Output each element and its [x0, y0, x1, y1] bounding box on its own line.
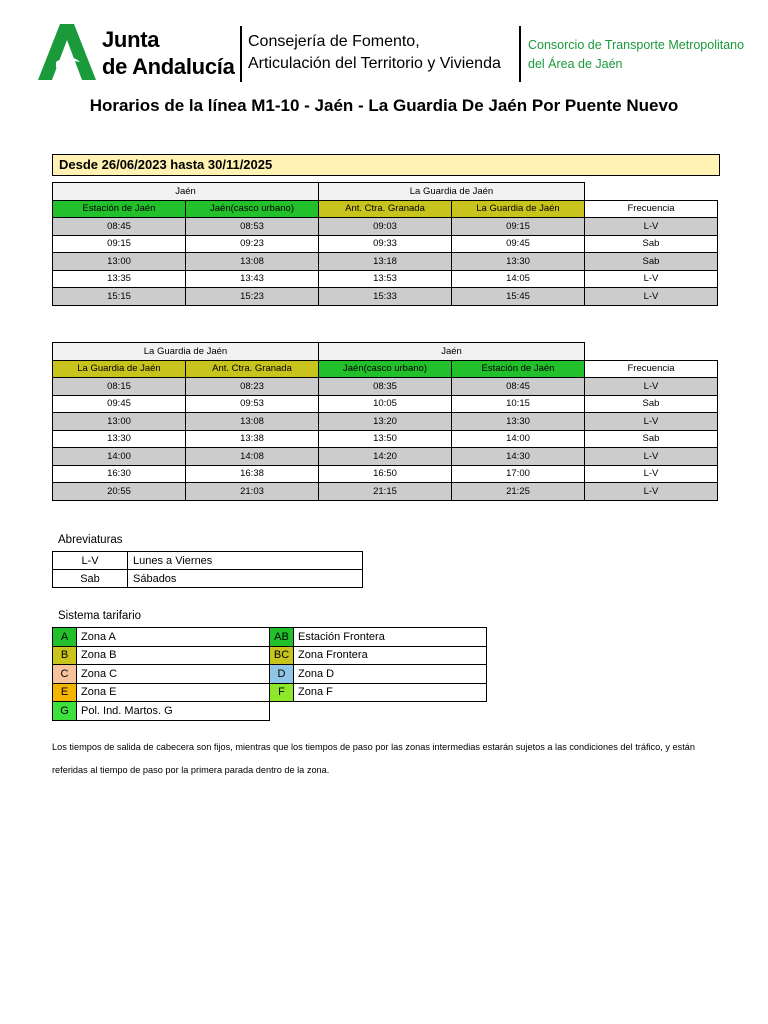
column-header: Ant. Ctra. Granada [186, 360, 319, 378]
time-cell: 15:23 [186, 288, 319, 306]
zone-name: Zona D [294, 665, 487, 684]
table-row [53, 430, 718, 448]
time-cell: 13:18 [319, 253, 452, 271]
time-cell: 14:20 [319, 448, 452, 466]
zone-code: B [53, 646, 77, 665]
table-row [53, 483, 718, 501]
time-cell: 16:30 [53, 465, 186, 483]
consejeria-name [248, 31, 501, 75]
table-row [53, 413, 718, 431]
column-header: Estación de Jaén [452, 360, 585, 378]
blank-cell [270, 702, 487, 721]
time-cell: 13:08 [186, 253, 319, 271]
time-cell: 09:53 [186, 395, 319, 413]
table-row [53, 288, 718, 306]
abbreviation-desc: Lunes a Viernes [128, 552, 363, 570]
table-row [53, 253, 718, 271]
time-cell: 20:55 [53, 483, 186, 501]
logo-text [102, 26, 235, 80]
time-cell: 10:05 [319, 395, 452, 413]
frequency-cell: L-V [585, 378, 718, 396]
zone-code: G [53, 702, 77, 721]
blank-cell [585, 343, 718, 361]
page-header [0, 0, 768, 90]
table-row [53, 218, 718, 236]
time-cell: 16:38 [186, 465, 319, 483]
zone-code: E [53, 683, 77, 702]
zone-name: Estación Frontera [294, 628, 487, 647]
zone-code: D [270, 665, 294, 684]
time-cell: 08:35 [319, 378, 452, 396]
abbreviation-desc: Sábados [128, 570, 363, 588]
time-cell: 13:30 [53, 430, 186, 448]
zone-name: Pol. Ind. Martos. G [77, 702, 270, 721]
zone-name: Zona C [77, 665, 270, 684]
inbound-timetable [52, 342, 718, 501]
fare-zones-table [52, 627, 487, 721]
frequency-cell: L-V [585, 483, 718, 501]
time-cell: 15:15 [53, 288, 186, 306]
abbreviation-code: Sab [53, 570, 128, 588]
column-header: Frecuencia [585, 200, 718, 218]
zone-name: Zona A [77, 628, 270, 647]
page-title: Horarios de la línea M1-10 - Jaén - La Guardia De Jaén Por Puente Nuevo [89, 96, 679, 115]
time-cell: 14:30 [452, 448, 585, 466]
time-cell: 21:25 [452, 483, 585, 501]
list-item [53, 552, 363, 570]
table-row [53, 465, 718, 483]
table-row [53, 235, 718, 253]
time-cell: 13:53 [319, 270, 452, 288]
time-cell: 13:00 [53, 413, 186, 431]
logo-line2: de Andalucía [102, 54, 235, 79]
column-header: La Guardia de Jaén [53, 360, 186, 378]
consorcio-line2: del Área de Jaén [528, 57, 623, 71]
consejeria-line2: Articulación del Territorio y Vivienda [248, 55, 501, 72]
zone-code: A [53, 628, 77, 647]
time-cell: 13:08 [186, 413, 319, 431]
frequency-cell: Sab [585, 235, 718, 253]
frequency-cell: L-V [585, 218, 718, 236]
time-cell: 09:15 [452, 218, 585, 236]
column-header: Frecuencia [585, 360, 718, 378]
table-row [53, 378, 718, 396]
zone-name: Zona Frontera [294, 646, 487, 665]
time-cell: 17:00 [452, 465, 585, 483]
group-header-la-guardia: La Guardia de Jaén [319, 183, 585, 201]
zone-code: F [270, 683, 294, 702]
time-cell: 09:45 [452, 235, 585, 253]
time-cell: 14:08 [186, 448, 319, 466]
footnote: Los tiempos de salida de cabecera son fijos, mientras que los tiempos de paso por las zonas intermedias estarán sujetos a las condiciones del tráfico, y están referidas al tiempo de paso por la primera parada dentro de la zona. [52, 742, 695, 775]
column-header: Jaén(casco urbano) [186, 200, 319, 218]
header-divider [240, 26, 242, 82]
abbreviations-label: Abreviaturas [58, 534, 123, 546]
time-cell: 09:33 [319, 235, 452, 253]
zone-code: BC [270, 646, 294, 665]
column-header: La Guardia de Jaén [452, 200, 585, 218]
zone-name: Zona F [294, 683, 487, 702]
zone-code: AB [270, 628, 294, 647]
time-cell: 08:45 [53, 218, 186, 236]
zone-name: Zona E [77, 683, 270, 702]
validity-period: Desde 26/06/2023 hasta 30/11/2025 [52, 154, 720, 176]
junta-andalucia-logo-icon [38, 22, 96, 82]
time-cell: 14:00 [53, 448, 186, 466]
frequency-cell: Sab [585, 253, 718, 271]
time-cell: 08:23 [186, 378, 319, 396]
time-cell: 13:30 [452, 253, 585, 271]
group-header-jaen: Jaén [319, 343, 585, 361]
time-cell: 16:50 [319, 465, 452, 483]
column-header: Estación de Jaén [53, 200, 186, 218]
frequency-cell: L-V [585, 288, 718, 306]
time-cell: 13:30 [452, 413, 585, 431]
time-cell: 09:23 [186, 235, 319, 253]
time-cell: 08:15 [53, 378, 186, 396]
group-header-jaen: Jaén [53, 183, 319, 201]
frequency-cell: Sab [585, 395, 718, 413]
frequency-cell: L-V [585, 413, 718, 431]
abbreviation-code: L-V [53, 552, 128, 570]
logo-line1: Junta [102, 27, 160, 52]
frequency-cell: L-V [585, 270, 718, 288]
frequency-cell: L-V [585, 465, 718, 483]
frequency-cell: Sab [585, 430, 718, 448]
time-cell: 15:33 [319, 288, 452, 306]
time-cell: 08:45 [452, 378, 585, 396]
time-cell: 13:35 [53, 270, 186, 288]
time-cell: 21:03 [186, 483, 319, 501]
consejeria-line1: Consejería de Fomento, [248, 33, 420, 50]
zone-name: Zona B [77, 646, 270, 665]
consorcio-line1: Consorcio de Transporte Metropolitano [528, 38, 745, 52]
time-cell: 13:43 [186, 270, 319, 288]
column-header: Jaén(casco urbano) [319, 360, 452, 378]
fares-label: Sistema tarifario [58, 610, 142, 622]
time-cell: 13:38 [186, 430, 319, 448]
time-cell: 14:05 [452, 270, 585, 288]
frequency-cell: L-V [585, 448, 718, 466]
time-cell: 13:50 [319, 430, 452, 448]
time-cell: 08:53 [186, 218, 319, 236]
time-cell: 10:15 [452, 395, 585, 413]
column-header: Ant. Ctra. Granada [319, 200, 452, 218]
time-cell: 15:45 [452, 288, 585, 306]
list-item [53, 570, 363, 588]
abbreviations-table [52, 551, 363, 588]
time-cell: 21:15 [319, 483, 452, 501]
time-cell: 13:00 [53, 253, 186, 271]
blank-cell [585, 183, 718, 201]
time-cell: 14:00 [452, 430, 585, 448]
table-row [53, 270, 718, 288]
outbound-timetable [52, 182, 718, 306]
table-row [53, 395, 718, 413]
group-header-la-guardia: La Guardia de Jaén [53, 343, 319, 361]
consorcio-name [528, 36, 744, 74]
time-cell: 13:20 [319, 413, 452, 431]
time-cell: 09:03 [319, 218, 452, 236]
time-cell: 09:45 [53, 395, 186, 413]
header-divider-2 [519, 26, 521, 82]
time-cell: 09:15 [53, 235, 186, 253]
table-row [53, 448, 718, 466]
zone-code: C [53, 665, 77, 684]
